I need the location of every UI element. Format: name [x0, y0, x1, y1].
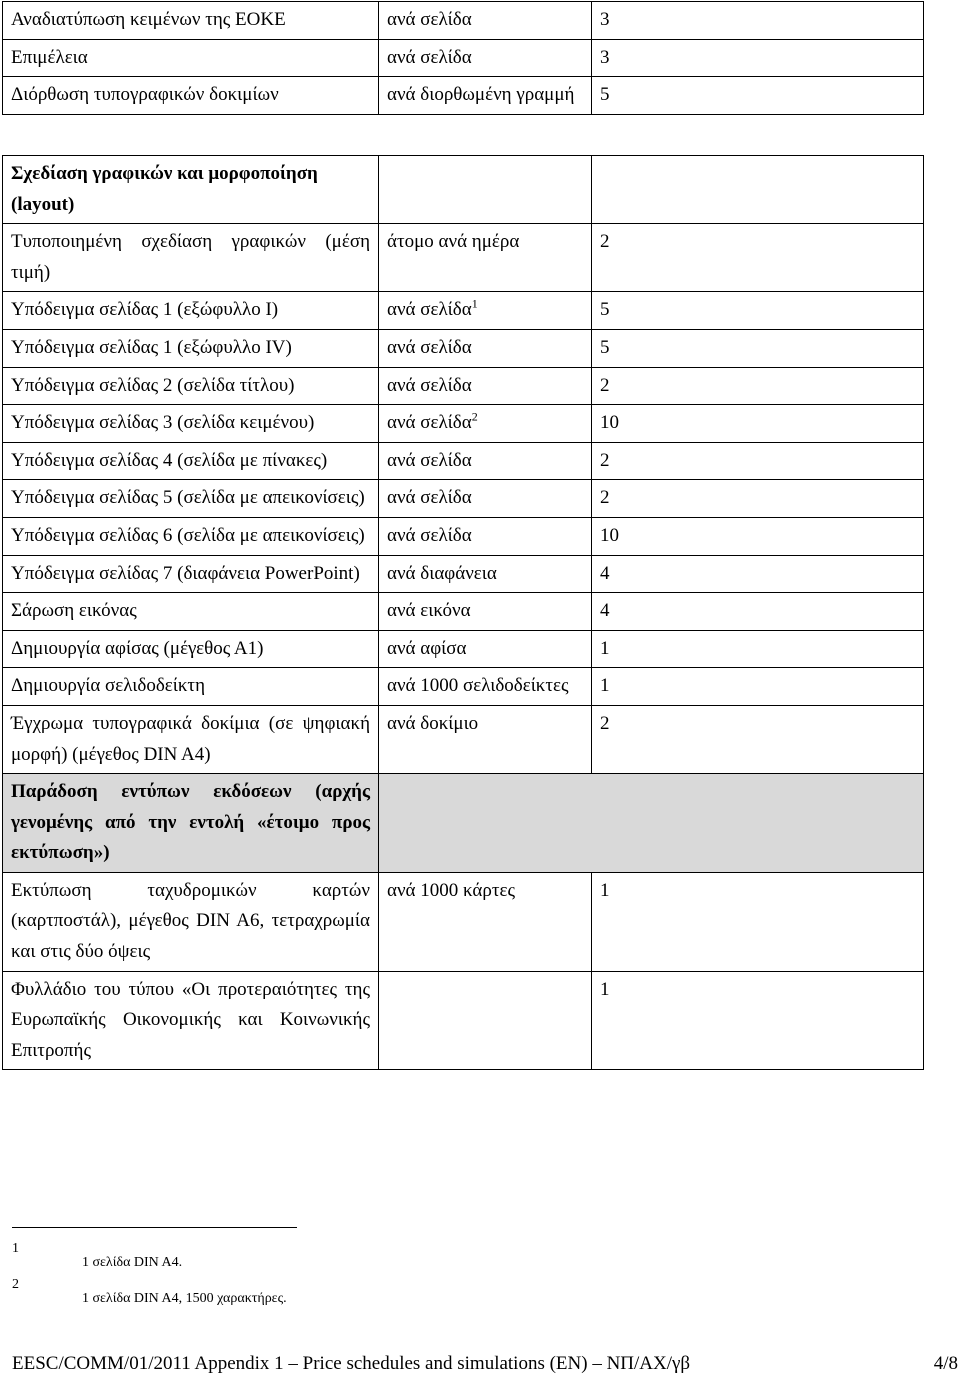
unit-cell — [379, 593, 592, 631]
footnote — [12, 1277, 287, 1306]
quantity-cell: 10 — [592, 517, 924, 555]
service-cell: Υπόδειγμα σελίδας 6 (σελίδα με απεικονίσεις) — [3, 517, 379, 555]
footer-reference: EESC/COMM/01/2011 Appendix 1 – Price schedules and simulations (EN) – ΝΠ/ΑΧ/γβ — [12, 1353, 691, 1374]
unit-cell — [379, 480, 592, 518]
unit-text: ανά σελίδα — [387, 46, 472, 68]
service-cell: Υπόδειγμα σελίδας 2 (σελίδα τίτλου) — [3, 367, 379, 405]
unit-cell — [379, 442, 592, 480]
unit-text: ανά εικόνα — [387, 600, 471, 622]
unit-cell — [379, 77, 592, 115]
quantity-cell: 2 — [592, 705, 924, 773]
table-row — [3, 292, 924, 330]
unit-cell — [379, 329, 592, 367]
service-cell: Επιμέλεια — [3, 39, 379, 77]
unit-cell — [379, 292, 592, 330]
footnote-text: 1 σελίδα DIN A4. — [82, 1255, 183, 1270]
service-cell: Φυλλάδιο του τύπου «Οι προτεραιότητες της Ευρωπαϊκής Οικονομικής και Κοινωνικής Επιτροπής — [3, 971, 379, 1070]
unit-text: ανά 1000 σελιδοδείκτες — [387, 675, 569, 697]
unit-cell — [379, 517, 592, 555]
quantity-cell: 2 — [592, 442, 924, 480]
table-row — [3, 705, 924, 773]
table-row — [3, 77, 924, 115]
section-header: Σχεδίαση γραφικών και μορφοποίηση (layout) — [3, 156, 379, 224]
unit-text: ανά σελίδα — [387, 412, 472, 434]
footnote-number: 2 — [12, 1277, 19, 1292]
table-row — [3, 405, 924, 443]
service-cell: Διόρθωση τυπογραφικών δοκιμίων — [3, 77, 379, 115]
unit-text: ανά σελίδα — [387, 487, 472, 509]
table-row — [3, 2, 924, 40]
footnote-ref: 1 — [471, 297, 478, 312]
service-cell: Δημιουργία σελιδοδείκτη — [3, 668, 379, 706]
footnote — [12, 1241, 183, 1270]
quantity-cell: 3 — [592, 39, 924, 77]
unit-text: ανά σελίδα — [387, 9, 472, 30]
service-cell: Υπόδειγμα σελίδας 3 (σελίδα κειμένου) — [3, 405, 379, 443]
table-row — [3, 224, 924, 292]
table-row — [3, 329, 924, 367]
unit-text: ανά δοκίμιο — [387, 712, 479, 734]
footnote-number: 1 — [12, 1241, 19, 1256]
quantity-cell: 4 — [592, 555, 924, 593]
price-table-layout-printing — [2, 155, 924, 1070]
quantity-cell: 3 — [592, 2, 924, 40]
quantity-cell: 5 — [592, 292, 924, 330]
table-row — [3, 480, 924, 518]
table-row — [3, 39, 924, 77]
unit-text: ανά σελίδα — [387, 299, 472, 321]
table-row — [3, 872, 924, 971]
service-cell: Σάρωση εικόνας — [3, 593, 379, 631]
service-cell: Δημιουργία αφίσας (μέγεθος Α1) — [3, 630, 379, 668]
service-cell: Έγχρωμα τυπογραφικά δοκίμια (σε ψηφιακή μορφή) (μέγεθος DIN A4) — [3, 705, 379, 773]
unit-text: ανά διαφάνεια — [387, 562, 497, 584]
unit-cell — [379, 405, 592, 443]
table-row — [3, 630, 924, 668]
unit-cell — [379, 555, 592, 593]
empty-cell — [592, 156, 924, 224]
unit-text: ανά 1000 κάρτες — [387, 879, 515, 901]
table-row — [3, 555, 924, 593]
quantity-cell: 4 — [592, 593, 924, 631]
quantity-cell: 1 — [592, 668, 924, 706]
table-row — [3, 367, 924, 405]
page-number: 4/8 — [933, 1353, 958, 1374]
quantity-cell: 10 — [592, 405, 924, 443]
unit-text: ανά σελίδα — [387, 336, 472, 358]
footnote-ref: 2 — [471, 409, 478, 424]
unit-text: ανά διορθωμένη γραμμή — [387, 84, 575, 106]
unit-cell — [379, 2, 592, 40]
unit-cell — [379, 668, 592, 706]
unit-cell — [379, 39, 592, 77]
unit-text: ανά σελίδα — [387, 449, 472, 471]
quantity-cell: 2 — [592, 480, 924, 518]
service-cell: Εκτύπωση ταχυδρομικών καρτών (καρτποστάλ), μέγεθος DIN A6, τετραχρωμία και στις δύο όψεις — [3, 872, 379, 971]
unit-text: ανά σελίδα — [387, 524, 472, 546]
service-cell: Υπόδειγμα σελίδας 5 (σελίδα με απεικονίσεις) — [3, 480, 379, 518]
printing-header: Παράδοση εντύπων εκδόσεων (αρχής γενομένης από την εντολή «έτοιμο προς εκτύπωση») — [3, 774, 379, 873]
printing-header-row — [3, 774, 924, 873]
table-row — [3, 517, 924, 555]
service-cell: Τυποποιημένη σχεδίαση γραφικών (μέση τιμή) — [3, 224, 379, 292]
empty-cell — [379, 774, 924, 873]
unit-cell — [379, 224, 592, 292]
table-row — [3, 593, 924, 631]
service-cell: Υπόδειγμα σελίδας 7 (διαφάνεια PowerPoint) — [3, 555, 379, 593]
unit-cell — [379, 367, 592, 405]
section-header-row — [3, 156, 924, 224]
unit-text: ανά αφίσα — [387, 637, 467, 659]
footnote-separator — [12, 1227, 297, 1228]
quantity-cell: 5 — [592, 77, 924, 115]
service-cell: Υπόδειγμα σελίδας 4 (σελίδα με πίνακες) — [3, 442, 379, 480]
unit-cell — [379, 705, 592, 773]
unit-text: ανά σελίδα — [387, 374, 472, 396]
table-row — [3, 971, 924, 1070]
quantity-cell: 5 — [592, 329, 924, 367]
service-cell: Υπόδειγμα σελίδας 1 (εξώφυλλο I) — [3, 292, 379, 330]
empty-cell — [379, 156, 592, 224]
quantity-cell: 2 — [592, 367, 924, 405]
footnote-text: 1 σελίδα DIN A4, 1500 χαρακτήρες. — [82, 1291, 287, 1306]
unit-cell — [379, 630, 592, 668]
quantity-cell: 1 — [592, 630, 924, 668]
unit-cell — [379, 872, 592, 971]
unit-text: άτομο ανά ημέρα — [387, 231, 520, 253]
quantity-cell: 1 — [592, 872, 924, 971]
unit-cell — [379, 971, 592, 1070]
quantity-cell: 2 — [592, 224, 924, 292]
table-row — [3, 442, 924, 480]
table-row — [3, 668, 924, 706]
price-table-editing — [2, 1, 924, 115]
service-cell: Αναδιατύπωση κειμένων της ΕΟΚΕ — [3, 2, 379, 40]
quantity-cell: 1 — [592, 971, 924, 1070]
service-cell: Υπόδειγμα σελίδας 1 (εξώφυλλο IV) — [3, 329, 379, 367]
